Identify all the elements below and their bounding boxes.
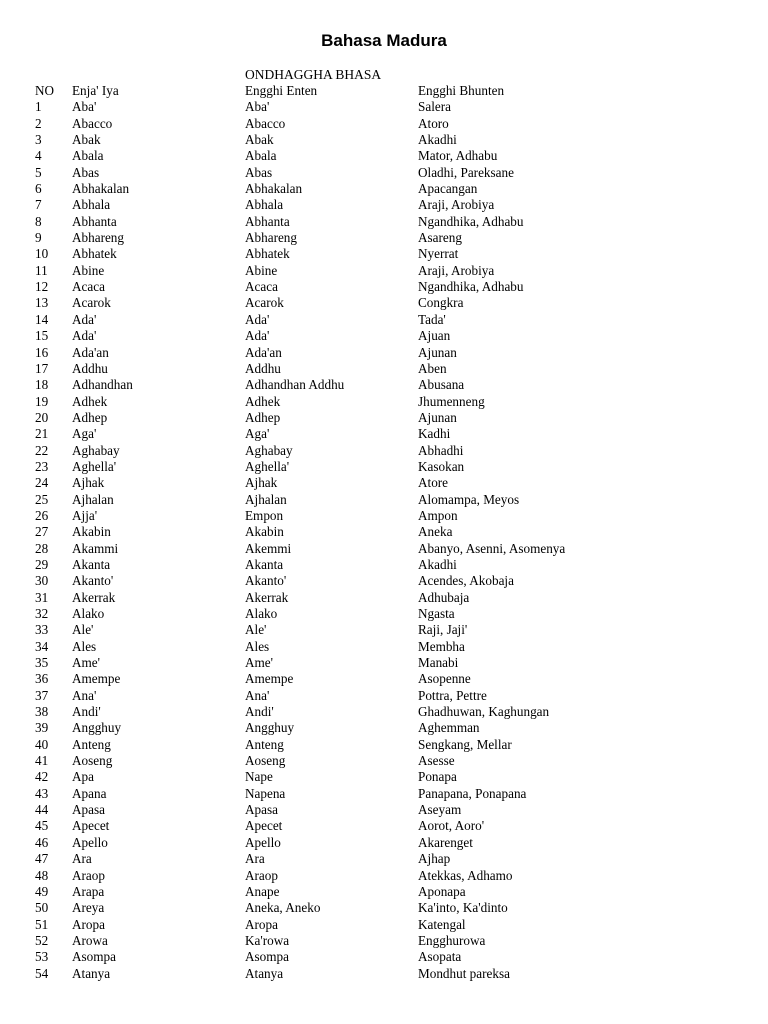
cell-no: 5 (35, 164, 42, 180)
cell-enja-iya: Ales (72, 638, 97, 654)
cell-engghi-bhunten: Nyerrat (418, 246, 459, 262)
cell-enja-iya: Alako (72, 606, 105, 621)
cell-enja-iya: Aga' (72, 426, 97, 442)
cell-engghi-enten: Abak (245, 132, 274, 148)
table-row (0, 312, 768, 328)
cell-engghi-bhunten: Abanyo, Asenni, Asomenya (418, 540, 566, 556)
cell-engghi-enten: Aghella' (245, 458, 290, 474)
cell-enja-iya: Abhareng (72, 230, 124, 246)
cell-engghi-bhunten: Ponapa (418, 769, 457, 785)
cell-engghi-enten: Ajhalan (245, 491, 287, 507)
cell-engghi-enten: Anteng (245, 736, 284, 752)
cell-engghi-enten: Abhakalan (245, 181, 303, 197)
cell-enja-iya: Akammi (72, 540, 119, 556)
cell-engghi-bhunten: Atekkas, Adhamo (418, 867, 513, 883)
cell-enja-iya: Apa (72, 769, 94, 785)
cell-no: 49 (35, 883, 49, 899)
cell-engghi-bhunten: Adhubaja (418, 589, 470, 605)
cell-no: 33 (35, 622, 49, 638)
cell-engghi-enten: Apecet (245, 818, 283, 834)
cell-no: 43 (35, 785, 49, 801)
cell-no: 32 (35, 606, 49, 621)
cell-engghi-enten: Ka'rowa (245, 932, 290, 948)
cell-engghi-enten: Akanta (245, 556, 284, 572)
cell-enja-iya: Atanya (72, 965, 111, 981)
cell-no: 2 (35, 115, 42, 131)
cell-enja-iya: Apello (72, 834, 108, 850)
cell-engghi-bhunten: Congkra (418, 295, 464, 311)
cell-engghi-enten: Adhandhan Addhu (245, 377, 345, 393)
cell-engghi-enten: Ales (245, 638, 270, 654)
cell-engghi-bhunten: Jhumenneng (418, 393, 485, 409)
cell-engghi-enten: Andi' (245, 704, 274, 720)
cell-engghi-bhunten: Aneka (418, 524, 453, 540)
cell-enja-iya: Abhakalan (72, 181, 130, 197)
cell-enja-iya: Acaca (72, 279, 105, 295)
table-row (0, 688, 768, 704)
cell-engghi-bhunten: Aben (418, 360, 447, 376)
table-row (0, 966, 768, 982)
cell-engghi-enten: Angghuy (245, 720, 295, 736)
cell-enja-iya: Akerrak (72, 589, 116, 605)
table-row (0, 868, 768, 884)
cell-no: 22 (35, 442, 49, 458)
cell-engghi-enten: Ame' (245, 655, 274, 671)
table-row (0, 786, 768, 802)
cell-engghi-bhunten: Apacangan (418, 181, 478, 197)
cell-engghi-enten: Apello (245, 834, 281, 850)
cell-engghi-enten: Ale' (245, 622, 267, 638)
cell-no: 19 (35, 393, 49, 409)
cell-no: 38 (35, 704, 49, 720)
table-row (0, 295, 768, 311)
cell-engghi-enten: Aba' (245, 99, 270, 115)
cell-enja-iya: Ame' (72, 655, 101, 671)
table-row (0, 949, 768, 965)
cell-engghi-bhunten: Abusana (418, 377, 465, 393)
table-row (0, 769, 768, 785)
cell-no: 17 (35, 360, 49, 376)
table-row (0, 165, 768, 181)
cell-engghi-enten: Acaca (245, 279, 278, 295)
table-row (0, 590, 768, 606)
cell-no: 52 (35, 932, 49, 948)
cell-enja-iya: Abhala (72, 197, 111, 213)
cell-no: 15 (35, 328, 49, 344)
cell-engghi-bhunten: Acendes, Akobaja (418, 573, 514, 589)
cell-engghi-bhunten: Salera (418, 99, 451, 115)
table-row (0, 426, 768, 442)
table-row (0, 557, 768, 573)
cell-engghi-bhunten: Atore (418, 475, 449, 491)
table-row (0, 508, 768, 524)
cell-engghi-bhunten: Panapana, Ponapana (418, 785, 527, 801)
cell-no: 16 (35, 344, 49, 360)
cell-engghi-enten: Akanto' (245, 573, 287, 589)
cell-no: 1 (35, 99, 42, 115)
cell-engghi-bhunten: Kasokan (418, 458, 465, 474)
cell-engghi-bhunten: Kadhi (418, 426, 451, 442)
cell-no: 13 (35, 295, 49, 311)
cell-engghi-enten: Araop (245, 867, 278, 883)
cell-enja-iya: Ajhalan (72, 491, 114, 507)
cell-engghi-bhunten: Asopata (418, 949, 462, 965)
cell-engghi-bhunten: Ajuan (418, 328, 451, 344)
cell-engghi-enten: Abine (245, 262, 278, 278)
cell-engghi-bhunten: Atoro (418, 115, 449, 131)
cell-enja-iya: Abacco (72, 115, 113, 131)
cell-enja-iya: Abala (72, 148, 104, 164)
table-row (0, 394, 768, 410)
cell-enja-iya: Apana (72, 785, 107, 801)
cell-engghi-enten: Akerrak (245, 589, 289, 605)
cell-engghi-bhunten: Ngasta (418, 606, 455, 621)
cell-no: 14 (35, 311, 49, 327)
cell-no: 37 (35, 687, 49, 703)
cell-no: 40 (35, 736, 49, 752)
cell-engghi-enten: Nape (245, 769, 273, 785)
table-row (0, 524, 768, 540)
cell-enja-iya: Ana' (72, 687, 97, 703)
cell-no: 30 (35, 573, 49, 589)
table-row (0, 704, 768, 720)
cell-enja-iya: Akanto' (72, 573, 114, 589)
cell-engghi-enten: Aga' (245, 426, 270, 442)
cell-engghi-enten: Asompa (245, 949, 289, 965)
table-row (0, 655, 768, 671)
cell-no: 46 (35, 834, 49, 850)
cell-no: 26 (35, 507, 49, 523)
cell-engghi-bhunten: Asopenne (418, 671, 471, 687)
cell-engghi-enten: Ada' (245, 328, 270, 344)
cell-enja-iya: Acarok (72, 295, 111, 311)
cell-engghi-enten: Abhatek (245, 246, 290, 262)
cell-no: 8 (35, 213, 42, 229)
table-body (0, 99, 768, 982)
cell-engghi-enten: Abala (245, 148, 277, 164)
cell-enja-iya: Amempe (72, 671, 121, 687)
cell-enja-iya: Akanta (72, 556, 111, 572)
header-engghi-enten: Engghi Enten (245, 83, 318, 98)
table-row (0, 737, 768, 753)
cell-engghi-enten: Adhek (245, 393, 281, 409)
table-row (0, 345, 768, 361)
cell-engghi-bhunten: Ghadhuwan, Kaghungan (418, 704, 550, 720)
cell-no: 3 (35, 132, 42, 148)
table-header-row (0, 83, 768, 99)
cell-engghi-bhunten: Ngandhika, Adhabu (418, 279, 524, 295)
cell-engghi-enten: Aoseng (245, 753, 286, 769)
cell-no: 7 (35, 197, 42, 213)
vocabulary-table (0, 83, 768, 982)
cell-no: 11 (35, 262, 48, 278)
cell-engghi-enten: Ana' (245, 687, 270, 703)
table-row (0, 263, 768, 279)
cell-enja-iya: Abhatek (72, 246, 117, 262)
cell-enja-iya: Ada' (72, 328, 97, 344)
cell-engghi-enten: Apasa (245, 802, 278, 818)
cell-engghi-bhunten: Araji, Arobiya (418, 197, 495, 213)
cell-engghi-bhunten: Araji, Arobiya (418, 262, 495, 278)
cell-engghi-bhunten: Tada' (418, 311, 446, 327)
cell-engghi-bhunten: Raji, Jaji' (418, 622, 468, 638)
table-row (0, 116, 768, 132)
cell-enja-iya: Areya (72, 900, 105, 916)
table-row (0, 246, 768, 262)
cell-engghi-enten: Atanya (245, 965, 284, 981)
cell-enja-iya: Akabin (72, 524, 111, 540)
table-row (0, 410, 768, 426)
cell-engghi-enten: Addhu (245, 360, 281, 376)
cell-engghi-bhunten: Ngandhika, Adhabu (418, 213, 524, 229)
cell-no: 47 (35, 851, 49, 867)
table-row (0, 835, 768, 851)
cell-no: 10 (35, 246, 49, 262)
cell-enja-iya: Aoseng (72, 753, 113, 769)
cell-engghi-enten: Ara (245, 851, 265, 867)
cell-enja-iya: Aghella' (72, 458, 117, 474)
cell-engghi-bhunten: Alomampa, Meyos (418, 491, 520, 507)
cell-no: 48 (35, 867, 49, 883)
table-row (0, 328, 768, 344)
cell-no: 20 (35, 409, 49, 425)
cell-enja-iya: Addhu (72, 360, 108, 376)
cell-no: 12 (35, 279, 49, 295)
cell-no: 18 (35, 377, 49, 393)
table-row (0, 573, 768, 589)
header-no: NO (35, 83, 55, 98)
cell-enja-iya: Araop (72, 867, 105, 883)
cell-no: 9 (35, 230, 42, 246)
cell-engghi-bhunten: Akarenget (418, 834, 473, 850)
cell-engghi-bhunten: Aseyam (418, 802, 462, 818)
cell-enja-iya: Angghuy (72, 720, 122, 736)
table-row (0, 99, 768, 115)
cell-no: 45 (35, 818, 49, 834)
cell-engghi-enten: Napena (245, 785, 286, 801)
table-row (0, 639, 768, 655)
cell-engghi-bhunten: Engghurowa (418, 932, 486, 948)
cell-enja-iya: Abak (72, 132, 101, 148)
table-row (0, 197, 768, 213)
cell-engghi-enten: Abhanta (245, 213, 290, 229)
cell-no: 27 (35, 524, 49, 540)
cell-enja-iya: Abhanta (72, 213, 117, 229)
cell-enja-iya: Abine (72, 262, 105, 278)
table-row (0, 459, 768, 475)
table-row (0, 753, 768, 769)
cell-enja-iya: Adhandhan (72, 377, 133, 393)
cell-engghi-enten: Acarok (245, 295, 284, 311)
cell-no: 41 (35, 753, 49, 769)
cell-no: 24 (35, 475, 49, 491)
table-row (0, 492, 768, 508)
cell-engghi-bhunten: Aorot, Aoro' (418, 818, 485, 834)
table-row (0, 214, 768, 230)
cell-no: 6 (35, 181, 42, 197)
cell-engghi-enten: Ajhak (245, 475, 278, 491)
table-row (0, 884, 768, 900)
cell-no: 4 (35, 148, 42, 164)
cell-engghi-bhunten: Ka'into, Ka'dinto (418, 900, 508, 916)
table-row (0, 720, 768, 736)
cell-no: 53 (35, 949, 49, 965)
cell-engghi-enten: Ada' (245, 311, 270, 327)
cell-engghi-bhunten: Katengal (418, 916, 466, 932)
cell-enja-iya: Apecet (72, 818, 110, 834)
cell-no: 29 (35, 556, 49, 572)
page-title: Bahasa Madura (321, 31, 447, 50)
cell-no: 23 (35, 458, 49, 474)
cell-enja-iya: Arapa (72, 883, 105, 899)
cell-no: 34 (35, 638, 49, 654)
cell-engghi-bhunten: Sengkang, Mellar (418, 736, 512, 752)
table-row (0, 622, 768, 638)
cell-engghi-bhunten: Mondhut pareksa (418, 965, 510, 981)
cell-no: 54 (35, 965, 49, 981)
cell-no: 21 (35, 426, 49, 442)
cell-engghi-enten: Akemmi (245, 540, 292, 556)
table-row (0, 917, 768, 933)
cell-engghi-bhunten: Ajunan (418, 409, 457, 425)
cell-enja-iya: Ale' (72, 622, 94, 638)
cell-enja-iya: Anteng (72, 736, 111, 752)
table-row (0, 279, 768, 295)
cell-engghi-enten: Aghabay (245, 442, 293, 458)
cell-engghi-bhunten: Ajhap (418, 851, 451, 867)
cell-enja-iya: Apasa (72, 802, 105, 818)
cell-enja-iya: Ada'an (72, 344, 109, 360)
cell-engghi-enten: Aropa (245, 916, 278, 932)
cell-no: 35 (35, 655, 49, 671)
cell-engghi-bhunten: Mator, Adhabu (418, 148, 498, 164)
cell-engghi-bhunten: Aponapa (418, 883, 466, 899)
cell-enja-iya: Arowa (72, 932, 108, 948)
cell-engghi-bhunten: Membha (418, 638, 465, 654)
header-enja-iya: Enja' Iya (72, 83, 119, 98)
table-row (0, 606, 768, 622)
cell-engghi-bhunten: Akadhi (418, 132, 457, 148)
cell-engghi-enten: Abacco (245, 115, 286, 131)
table-row (0, 541, 768, 557)
cell-engghi-bhunten: Aghemman (418, 720, 480, 736)
cell-no: 25 (35, 491, 49, 507)
cell-no: 51 (35, 916, 49, 932)
cell-engghi-bhunten: Abhadhi (418, 442, 464, 458)
cell-enja-iya: Ajhak (72, 475, 105, 491)
cell-engghi-bhunten: Oladhi, Pareksane (418, 164, 514, 180)
cell-engghi-enten: Empon (245, 507, 284, 523)
cell-enja-iya: Aghabay (72, 442, 120, 458)
cell-enja-iya: Andi' (72, 704, 101, 720)
cell-engghi-enten: Aneka, Aneko (245, 900, 321, 916)
cell-no: 42 (35, 769, 49, 785)
cell-engghi-enten: Alako (245, 606, 278, 621)
cell-enja-iya: Adhep (72, 409, 108, 425)
table-row (0, 802, 768, 818)
table-row (0, 132, 768, 148)
cell-no: 28 (35, 540, 49, 556)
cell-engghi-bhunten: Pottra, Pettre (418, 687, 487, 703)
cell-engghi-enten: Anape (245, 883, 280, 899)
cell-enja-iya: Abas (72, 164, 100, 180)
cell-engghi-enten: Akabin (245, 524, 284, 540)
cell-engghi-enten: Abhala (245, 197, 284, 213)
table-row (0, 475, 768, 491)
table-row (0, 230, 768, 246)
cell-enja-iya: Aropa (72, 916, 105, 932)
table-row (0, 377, 768, 393)
cell-enja-iya: Ada' (72, 311, 97, 327)
cell-no: 44 (35, 802, 49, 818)
header-engghi-bhunten: Engghi Bhunten (418, 83, 505, 98)
cell-no: 50 (35, 900, 49, 916)
table-row (0, 148, 768, 164)
table-row (0, 933, 768, 949)
cell-engghi-enten: Abas (245, 164, 273, 180)
cell-no: 31 (35, 589, 49, 605)
table-row (0, 671, 768, 687)
table-row (0, 181, 768, 197)
cell-engghi-enten: Ada'an (245, 344, 282, 360)
cell-enja-iya: Ara (72, 851, 92, 867)
cell-enja-iya: Ajja' (72, 507, 98, 523)
cell-engghi-bhunten: Manabi (418, 655, 459, 671)
table-row (0, 361, 768, 377)
cell-engghi-bhunten: Ampon (418, 507, 458, 523)
table-row (0, 818, 768, 834)
cell-enja-iya: Aba' (72, 99, 97, 115)
cell-engghi-enten: Abhareng (245, 230, 297, 246)
cell-engghi-enten: Amempe (245, 671, 294, 687)
cell-enja-iya: Asompa (72, 949, 116, 965)
table-subtitle: ONDHAGGHA BHASA (245, 67, 382, 82)
table-row (0, 443, 768, 459)
cell-engghi-enten: Adhep (245, 409, 281, 425)
cell-no: 36 (35, 671, 49, 687)
table-row (0, 851, 768, 867)
cell-engghi-bhunten: Asareng (418, 230, 462, 246)
cell-engghi-bhunten: Akadhi (418, 556, 457, 572)
cell-engghi-bhunten: Ajunan (418, 344, 457, 360)
table-row (0, 900, 768, 916)
cell-engghi-bhunten: Asesse (418, 753, 455, 769)
cell-no: 39 (35, 720, 49, 736)
cell-enja-iya: Adhek (72, 393, 108, 409)
